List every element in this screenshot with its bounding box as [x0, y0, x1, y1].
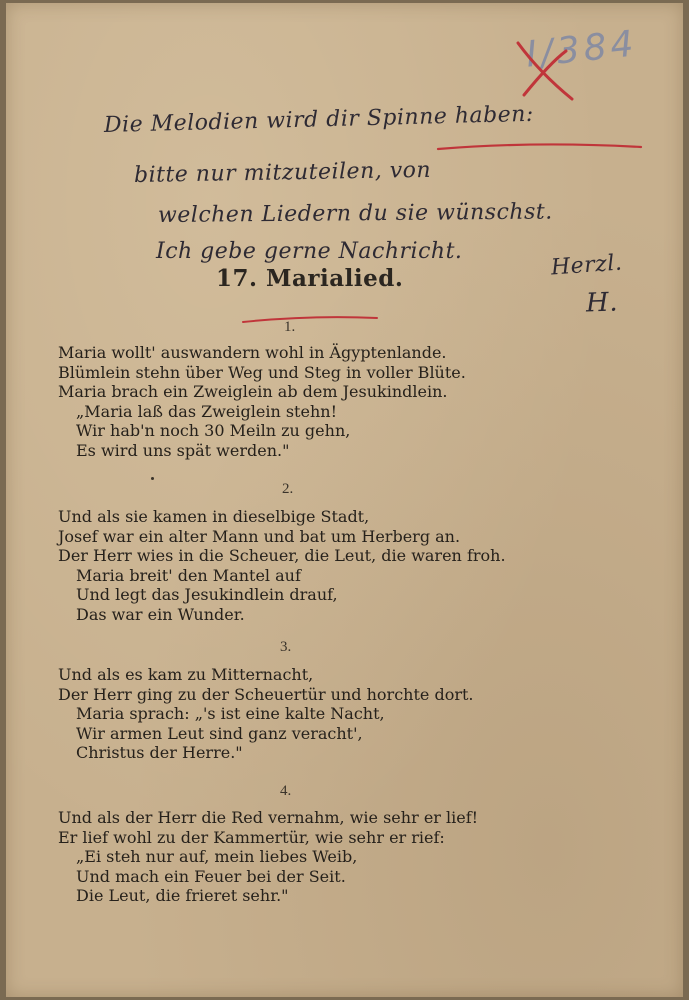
ink-speck	[151, 477, 154, 480]
stanza-1	[58, 343, 466, 461]
verse-line: Und mach ein Feuer bei der Seit.	[76, 866, 346, 886]
verse-line: „Ei steh nur auf, mein liebes Weib,	[76, 847, 358, 867]
handwritten-note-line-1: Die Melodien wird dir Spinne haben:	[103, 101, 535, 138]
verse-line: Und als der Herr die Red vernahm, wie sehr er lief!	[58, 808, 479, 827]
handwritten-signature-initials: H.	[585, 287, 619, 319]
verse-line: Und als sie kamen in dieselbige Stadt,	[58, 507, 370, 526]
stanza-3	[58, 665, 474, 763]
verse-line: Josef war ein alter Mann und bat um Herberg an.	[58, 526, 461, 546]
verse-line: Maria wollt' auswandern wohl in Ägyptenlande.	[58, 343, 447, 362]
stanza-number-4: 4.	[280, 783, 292, 799]
verse-line: Wir armen Leut sind ganz veracht',	[76, 723, 363, 743]
verse-line: „Maria laß das Zweiglein stehn!	[76, 401, 337, 421]
red-note-underline	[436, 139, 646, 155]
verse-line: Wir hab'n noch 30 Meiln zu gehn,	[76, 421, 351, 441]
verse-line: Maria sprach: „'s ist eine kalte Nacht,	[76, 704, 385, 724]
verse-line: Es wird uns spät werden."	[76, 440, 290, 460]
handwritten-signature-greeting: Herzl.	[550, 250, 624, 281]
stanza-4	[58, 808, 478, 906]
handwritten-note-line-2: bitte nur mitzuteilen, von	[133, 157, 432, 188]
stanza-number-1: 1.	[284, 319, 296, 335]
stanza-number-2: 2.	[282, 481, 294, 497]
verse-line: Maria breit' den Mantel auf	[76, 565, 301, 585]
verse-line: Christus der Herre."	[76, 743, 243, 763]
archive-number: I/384	[524, 23, 640, 76]
red-title-underline	[241, 313, 381, 327]
verse-line: Blümlein stehn über Weg und Steg in voller Blüte.	[58, 362, 466, 382]
red-cross-mark	[510, 33, 580, 103]
verse-line: Maria brach ein Zweiglein ab dem Jesukindlein.	[58, 382, 448, 402]
stanza-2	[58, 507, 506, 625]
document-page	[6, 3, 683, 997]
verse-line: Das war ein Wunder.	[76, 604, 245, 624]
handwritten-note-line-4: Ich gebe gerne Nachricht.	[156, 239, 463, 264]
verse-line: Der Herr wies in die Scheuer, die Leut, die waren froh.	[58, 546, 506, 566]
stanza-number-3: 3.	[280, 639, 292, 655]
verse-line: Und legt das Jesukindlein drauf,	[76, 585, 338, 605]
handwritten-note-line-3: welchen Liedern du sie wünschst.	[157, 199, 553, 228]
verse-line: Der Herr ging zu der Scheuertür und horchte dort.	[58, 684, 474, 704]
verse-line: Und als es kam zu Mitternacht,	[58, 665, 314, 684]
verse-line: Die Leut, die frieret sehr."	[76, 886, 289, 906]
verse-line: Er lief wohl zu der Kammertür, wie sehr er rief:	[58, 827, 445, 847]
song-title: 17. Marialied.	[216, 265, 404, 292]
